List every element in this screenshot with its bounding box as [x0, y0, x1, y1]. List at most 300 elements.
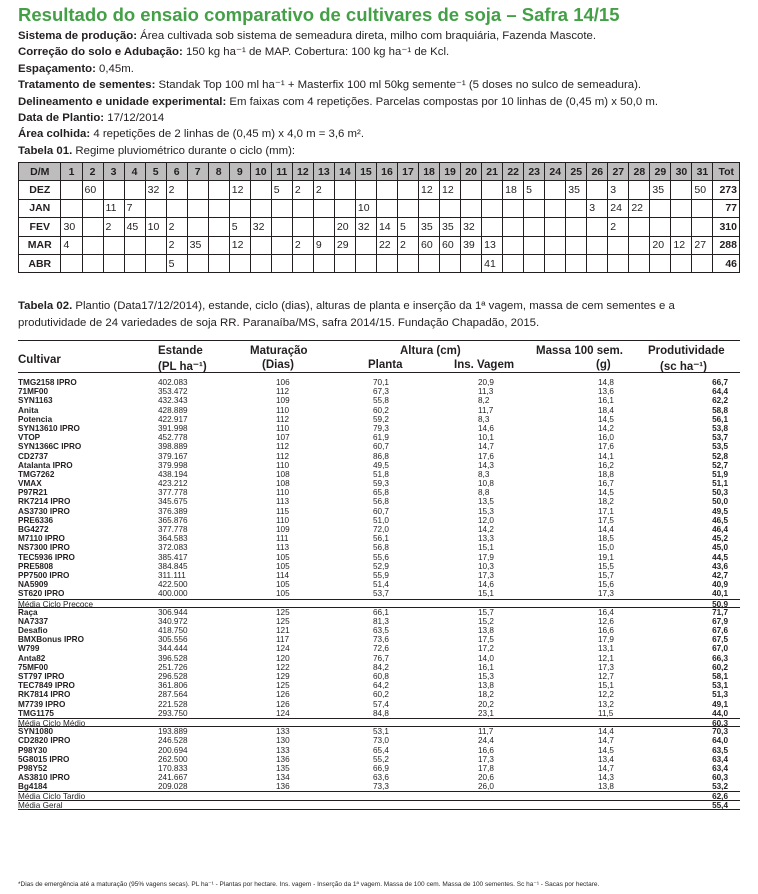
table-cell: 124 [276, 644, 290, 654]
table-cell: 16,0 [598, 433, 614, 443]
rain-cell [82, 236, 103, 254]
table-cell: ST797 IPRO [18, 672, 65, 681]
table-row [18, 580, 740, 589]
rain-cell [397, 254, 418, 272]
table-cell: 14,6 [478, 423, 494, 433]
table-row [18, 479, 740, 488]
rain-cell: 5 [271, 181, 292, 199]
table-cell: 76,7 [373, 653, 389, 663]
overall-average-value: 55,4 [712, 800, 728, 810]
rain-header-cell: 28 [629, 163, 650, 181]
table-cell: TEC5936 IPRO [18, 552, 75, 562]
table-cell: 14,3 [478, 460, 494, 470]
rain-header-cell: 30 [671, 163, 692, 181]
rain-cell: 5 [166, 254, 187, 272]
header-planta: Planta [368, 359, 403, 371]
table-cell: W799 [18, 644, 40, 654]
table-cell: TEC7849 IPRO [18, 681, 75, 691]
table-cell: 432.343 [158, 396, 188, 406]
table-cell: Anita [18, 405, 39, 415]
rain-cell [503, 236, 524, 254]
info-text: 17/12/2014 [104, 112, 165, 125]
rain-cell [524, 236, 545, 254]
table-cell: 8,3 [478, 414, 490, 424]
table-cell: 52,9 [373, 561, 389, 571]
rain-header-cell: 18 [419, 163, 440, 181]
table-cell: 49,5 [712, 506, 728, 516]
table-cell: 18,5 [598, 534, 614, 544]
rain-cell [545, 181, 566, 199]
table-cell: 221.528 [158, 699, 188, 709]
table-cell: 16,1 [598, 396, 614, 406]
header-massa-unit: (g) [596, 359, 611, 371]
table-cell: 23,1 [478, 708, 494, 718]
rain-cell [650, 199, 671, 217]
table-cell: 11,7 [478, 405, 494, 415]
rain-header-cell: Tot [713, 163, 740, 181]
table-cell: NA5909 [18, 580, 49, 590]
table-cell: 70,1 [373, 378, 389, 387]
rain-cell: 12 [440, 181, 461, 199]
rain-cell: 30 [61, 218, 82, 236]
info-line [18, 28, 658, 44]
table-cell: 14,7 [598, 763, 614, 773]
table-cell: 72,0 [373, 525, 389, 534]
table-row [18, 562, 740, 571]
rain-row [19, 199, 740, 217]
rain-cell [292, 218, 313, 236]
table-cell: 73,0 [373, 736, 389, 746]
table-row [18, 589, 740, 598]
table-cell: 66,3 [712, 653, 728, 663]
table-row [18, 433, 740, 442]
table-cell: 8,2 [478, 396, 490, 406]
rain-header-cell: 5 [145, 163, 166, 181]
table-cell: 111 [276, 534, 289, 544]
table-cell: 17,3 [478, 754, 494, 764]
rain-cell: 11 [103, 199, 124, 217]
table-cell: 340.972 [158, 616, 188, 626]
info-label: Delineamento e unidade experimental: [18, 95, 227, 108]
rain-header-cell: 6 [166, 163, 187, 181]
rain-cell: 3 [608, 181, 629, 199]
rain-cell: 2 [166, 236, 187, 254]
info-line [18, 61, 658, 77]
rain-header-cell: 10 [250, 163, 271, 181]
table-cell: 71,7 [712, 607, 728, 617]
info-label: Data de Plantio: [18, 112, 105, 125]
rain-cell: 50 [692, 181, 713, 199]
rain-cell: 12 [229, 236, 250, 254]
table-cell: 53,5 [712, 442, 728, 452]
table-row [18, 672, 740, 681]
rain-cell: 60 [419, 236, 440, 254]
table-cell: 136 [276, 782, 290, 792]
info-line [18, 77, 658, 93]
header-estande: Estande [158, 345, 203, 357]
table-cell: 51,8 [373, 469, 389, 479]
table-cell: 52,8 [712, 451, 728, 461]
table-cell: 51,3 [712, 690, 728, 700]
rain-header-cell: 4 [124, 163, 145, 181]
rain-cell: 2 [608, 218, 629, 236]
rain-cell [692, 199, 713, 217]
table-row [18, 497, 740, 506]
rain-cell [524, 199, 545, 217]
results-header [18, 340, 740, 373]
table-cell: 105 [276, 589, 290, 599]
table-cell: 64,2 [373, 681, 389, 691]
rain-cell: 22 [629, 199, 650, 217]
rain-cell [629, 181, 650, 199]
rain-cell [629, 218, 650, 236]
rain-total-cell: 310 [713, 218, 740, 236]
table-cell: 305.556 [158, 635, 188, 645]
table-cell: 10,1 [478, 433, 494, 443]
table-cell: 59,2 [373, 414, 389, 424]
table-cell: 58,8 [712, 405, 728, 415]
table-cell: 49,1 [712, 699, 728, 709]
table-cell: 60,8 [373, 672, 389, 681]
table-cell: 53,7 [373, 589, 389, 599]
rain-cell [103, 181, 124, 199]
rain-cell: 12 [229, 181, 250, 199]
table-cell: 63,6 [373, 773, 389, 783]
table-cell: 110 [276, 460, 290, 470]
table-cell: 58,1 [712, 672, 728, 681]
rain-cell: 12 [419, 181, 440, 199]
table-row [18, 626, 740, 635]
table-cell: 14,8 [598, 378, 614, 387]
table-cell: 345.675 [158, 497, 188, 507]
table-cell: 293.750 [158, 708, 188, 718]
rain-month-cell: DEZ [19, 181, 61, 199]
table-cell: 44,5 [712, 552, 728, 562]
table-cell: 11,7 [478, 727, 494, 737]
group-average-value: 62,6 [712, 792, 728, 802]
table-cell: 133 [276, 727, 290, 737]
table-cell: 63,5 [373, 626, 389, 636]
table-cell: PRE5808 [18, 561, 54, 571]
table-cell: 40,1 [712, 589, 728, 599]
table-cell: 14,7 [598, 736, 614, 746]
table-cell: 72,6 [373, 644, 389, 654]
table-cell: 63,4 [712, 763, 728, 773]
page-title: Resultado do ensaio comparativo de cultivares de soja – Safra 14/15 [18, 4, 620, 25]
table-cell: 125 [276, 616, 290, 626]
table-cell: 423.212 [158, 479, 188, 489]
rain-cell [629, 254, 650, 272]
rain-total-cell: 46 [713, 254, 740, 272]
rain-header-cell: 17 [397, 163, 418, 181]
table-cell: 86,8 [373, 451, 389, 461]
table-cell: 18,2 [598, 497, 614, 507]
table-cell: 170.833 [158, 763, 188, 773]
table-cell: 361.806 [158, 681, 188, 691]
table-cell: 71MF00 [18, 387, 49, 397]
table-cell: 126 [276, 690, 290, 700]
table-cell: 17,8 [478, 763, 494, 773]
rain-header-cell: D/M [19, 163, 61, 181]
table-row [18, 773, 740, 782]
table-cell: 120 [276, 653, 290, 663]
rain-cell [524, 254, 545, 272]
rain-header-cell: 16 [376, 163, 397, 181]
table-cell: 16,6 [598, 626, 614, 636]
header-altura: Altura (cm) [400, 345, 461, 357]
info-line [18, 94, 658, 110]
table-row [18, 736, 740, 745]
table-cell: 67,6 [712, 626, 728, 636]
table-row [18, 534, 740, 543]
table-cell: VMAX [18, 479, 42, 489]
table-cell: 14,4 [598, 525, 614, 534]
table-cell: 79,3 [373, 423, 389, 433]
table-cell: 81,3 [373, 616, 389, 626]
table-row [18, 690, 740, 699]
table-cell: 422.500 [158, 580, 188, 590]
table-cell: 45,0 [712, 543, 728, 553]
table-cell: 379.167 [158, 451, 188, 461]
rain-cell: 20 [650, 236, 671, 254]
rain-cell [271, 218, 292, 236]
rain-cell [271, 236, 292, 254]
rain-cell [629, 236, 650, 254]
table-row [18, 415, 740, 424]
info-text: Standak Top 100 ml ha⁻¹ + Masterfix 100 ml 50kg semente⁻¹ (5 doses no sulco de semeadura). [155, 79, 642, 92]
table-cell: 112 [276, 387, 290, 397]
rain-cell [187, 254, 208, 272]
rain-cell [250, 254, 271, 272]
rain-cell: 45 [124, 218, 145, 236]
table-cell: 10,3 [478, 561, 494, 571]
table-row [18, 452, 740, 461]
info-text: 0,45m. [95, 62, 134, 75]
table-cell: 17,5 [478, 635, 494, 645]
rain-cell: 24 [608, 199, 629, 217]
table-cell: 17,6 [478, 451, 494, 461]
table-cell: 377.778 [158, 525, 188, 534]
table-cell: 126 [276, 699, 290, 709]
rain-header-cell: 14 [334, 163, 355, 181]
rain-total-cell: 77 [713, 199, 740, 217]
rain-cell [461, 181, 482, 199]
rain-row [19, 254, 740, 272]
rain-header-cell: 24 [545, 163, 566, 181]
info-label: Tabela 01. [18, 144, 73, 157]
table-cell: 51,9 [712, 469, 728, 479]
rain-cell [334, 199, 355, 217]
table-row [18, 654, 740, 663]
table-cell: 112 [276, 442, 290, 452]
table-cell: 12,7 [598, 672, 614, 681]
info-text: Regime pluviométrico durante o ciclo (mm): [72, 144, 296, 157]
table-cell: 67,5 [712, 635, 728, 645]
rain-header-cell: 22 [503, 163, 524, 181]
table-cell: 26,0 [478, 782, 494, 792]
table-cell: 109 [276, 525, 290, 534]
table-cell: 16,4 [598, 607, 614, 617]
header-estande-unit: (PL ha⁻¹) [158, 361, 207, 373]
rain-cell [124, 254, 145, 272]
table-cell: ST620 IPRO [18, 589, 65, 599]
table-cell: 13,8 [598, 782, 614, 792]
table-cell: 63,5 [712, 745, 728, 755]
table-row [18, 571, 740, 580]
table-cell: 14,5 [598, 414, 614, 424]
table-cell: 53,1 [373, 727, 389, 737]
table-cell: 107 [276, 433, 290, 443]
table-cell: 364.583 [158, 534, 188, 544]
table-row [18, 644, 740, 653]
table-cell: 60,3 [712, 773, 728, 783]
rain-cell: 32 [355, 218, 376, 236]
table-cell: 418.750 [158, 626, 188, 636]
info-label: Sistema de produção: [18, 30, 137, 42]
rain-cell [482, 199, 503, 217]
rain-cell [103, 236, 124, 254]
rain-cell: 29 [334, 236, 355, 254]
table-row [18, 617, 740, 626]
rain-cell [61, 181, 82, 199]
table-cell: P98Y52 [18, 763, 48, 773]
rain-cell: 3 [587, 199, 608, 217]
table-cell: 108 [276, 469, 290, 479]
table-cell: 379.998 [158, 460, 188, 470]
rain-cell [419, 199, 440, 217]
table-cell: P98Y30 [18, 745, 48, 755]
table-row [18, 608, 740, 617]
rain-cell: 4 [61, 236, 82, 254]
rain-cell [397, 199, 418, 217]
info-line [18, 110, 658, 126]
rain-cell [503, 218, 524, 236]
rain-cell [187, 181, 208, 199]
table-cell: 110 [276, 405, 290, 415]
table-cell: 113 [276, 497, 290, 507]
table-cell: 14,0 [478, 653, 494, 663]
rain-cell [355, 181, 376, 199]
rain-header-cell: 19 [440, 163, 461, 181]
table-cell: 56,8 [373, 543, 389, 553]
table-row [18, 424, 740, 433]
table-cell: 61,9 [373, 433, 389, 443]
rain-header-cell: 3 [103, 163, 124, 181]
table-cell: AS3730 IPRO [18, 506, 70, 516]
rain-header-cell: 25 [566, 163, 587, 181]
rain-cell [482, 218, 503, 236]
table-row [18, 553, 740, 562]
table-cell: 124 [276, 708, 290, 718]
table-cell: SYN1080 [18, 727, 54, 737]
table-cell: 105 [276, 561, 290, 571]
table-cell: 17,2 [478, 644, 494, 654]
rain-cell [208, 218, 229, 236]
table-cell: 12,0 [478, 515, 494, 525]
table-cell: 398.889 [158, 442, 188, 452]
rain-cell [61, 199, 82, 217]
table-cell: 428.889 [158, 405, 188, 415]
table-cell: 52,7 [712, 460, 728, 470]
table-cell: 108 [276, 479, 290, 489]
table-cell: 12,2 [598, 690, 614, 700]
header-produtividade: Produtividade [648, 345, 725, 357]
rain-cell [587, 218, 608, 236]
table-cell: 110 [276, 515, 290, 525]
table-row [18, 681, 740, 690]
table-cell: 384.845 [158, 561, 188, 571]
rain-cell: 5 [397, 218, 418, 236]
table-cell: Anta82 [18, 653, 46, 663]
table-row [18, 782, 740, 791]
table-row [18, 635, 740, 644]
table-cell: 20,6 [478, 773, 494, 783]
rain-cell [650, 218, 671, 236]
rain-cell: 10 [145, 218, 166, 236]
table-cell: 13,8 [478, 681, 494, 691]
table-cell: TMG2158 IPRO [18, 378, 77, 387]
header-cultivar: Cultivar [18, 354, 61, 366]
table-row [18, 507, 740, 516]
results-table [18, 340, 740, 810]
rain-cell [608, 254, 629, 272]
rain-cell [692, 254, 713, 272]
trial-info [18, 28, 658, 159]
rain-cell: 18 [503, 181, 524, 199]
table-cell: 109 [276, 396, 290, 406]
table-cell: Raça [18, 607, 38, 617]
rain-month-cell: JAN [19, 199, 61, 217]
overall-average-label: Média Geral [18, 800, 63, 810]
table-cell: 14,5 [598, 745, 614, 755]
rain-cell [313, 218, 334, 236]
table-cell: 64,0 [712, 736, 728, 746]
table-cell: 24,4 [478, 736, 494, 746]
table-cell: 15,1 [598, 681, 614, 691]
table-cell: 13,4 [598, 754, 614, 764]
table-cell: 46,4 [712, 525, 728, 534]
table-cell: 402.083 [158, 378, 188, 387]
table-cell: 67,9 [712, 616, 728, 626]
rainfall-table [18, 162, 740, 273]
rain-cell: 35 [650, 181, 671, 199]
rain-cell [440, 199, 461, 217]
table-cell: 396.528 [158, 653, 188, 663]
table-cell: 391.998 [158, 423, 188, 433]
table-cell: 125 [276, 607, 290, 617]
table-cell: 16,1 [478, 662, 494, 672]
rain-cell [692, 218, 713, 236]
table-cell: 63,4 [712, 754, 728, 764]
table-cell: 53,2 [712, 782, 728, 792]
rain-cell [376, 181, 397, 199]
rain-cell [292, 254, 313, 272]
table-row [18, 396, 740, 405]
table-cell: 64,4 [712, 387, 728, 397]
table-cell: 45,2 [712, 534, 728, 544]
table-cell: TMG1175 [18, 708, 54, 718]
table-cell: 15,7 [598, 570, 614, 580]
rain-header-cell: 7 [187, 163, 208, 181]
table-cell: 200.694 [158, 745, 188, 755]
table-cell: 113 [276, 543, 290, 553]
table-cell: 60,2 [373, 405, 389, 415]
table-cell: 67,3 [373, 387, 389, 397]
table-cell: 452.778 [158, 433, 188, 443]
table-cell: 15,1 [478, 589, 494, 599]
table-row [18, 516, 740, 525]
table-cell: 51,4 [373, 580, 389, 590]
